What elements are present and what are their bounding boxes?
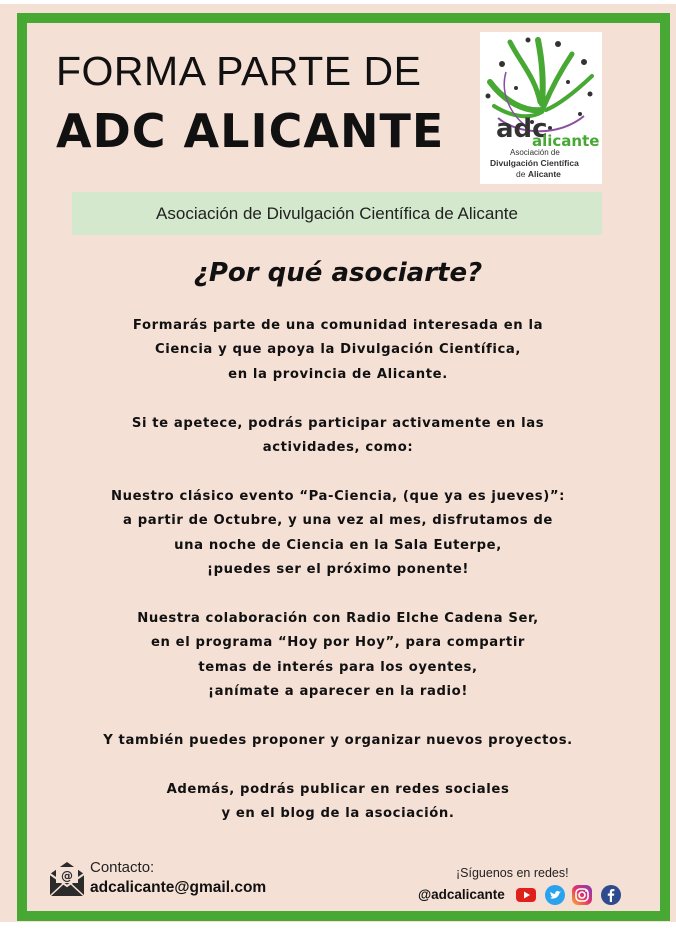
logo-caption-1: Asociación de <box>510 148 560 157</box>
social-handle[interactable]: @adcalicante <box>418 887 505 902</box>
body-text <box>60 314 616 826</box>
para-5-line-1: Y también puedes proponer y organizar nuevos proyectos. <box>103 732 573 748</box>
logo-caption-3: de Alicante <box>516 169 561 179</box>
top-edge <box>0 0 676 4</box>
subtitle-band <box>72 192 602 235</box>
svg-text:adc: adc <box>496 114 548 144</box>
logo-caption-2: Divulgación Científica <box>490 158 579 168</box>
twitter-icon[interactable] <box>544 884 566 906</box>
para-6-line-1: Además, podrás publicar en redes sociales <box>166 781 510 797</box>
svg-text:alicante: alicante <box>532 132 600 150</box>
facebook-icon[interactable] <box>600 884 622 906</box>
svg-text:@: @ <box>61 869 73 883</box>
follow-label: ¡Síguenos en redes! <box>456 866 569 880</box>
para-3-line-1: Nuestro clásico evento “Pa-Ciencia, (que ya es jueves)”: <box>111 488 565 504</box>
para-4-line-4: ¡anímate a aparecer en la radio! <box>208 684 468 700</box>
para-1-line-1: Formarás parte de una comunidad interesada en la <box>132 318 544 333</box>
para-4-line-2: en el programa “Hoy por Hoy”, para compartir <box>150 635 526 651</box>
para-1-line-2: Ciencia y que apoya la Divulgación Científica, <box>154 342 522 358</box>
heading-line-2: ADC ALICANTE <box>56 104 445 158</box>
para-2-line-2: actividades, como: <box>262 440 414 456</box>
para-2-line-1: Si te apetece, podrás participar activamente en las <box>131 415 545 431</box>
youtube-icon[interactable] <box>515 884 537 906</box>
why-heading: ¿Por qué asociarte? <box>193 258 483 288</box>
contact-label: Contacto: <box>90 859 155 876</box>
envelope-icon <box>47 858 87 898</box>
para-3-line-4: ¡puedes ser el próximo ponente! <box>206 562 470 578</box>
contact-email-link[interactable]: adcalicante@gmail.com <box>90 879 267 896</box>
para-1-line-3: en la provincia de Alicante. <box>228 366 448 382</box>
para-4-line-1: Nuestra colaboración con Radio Elche Cadena Ser, <box>137 610 539 626</box>
instagram-icon[interactable] <box>571 884 593 906</box>
subtitle-text: Asociación de Divulgación Científica de Alicante <box>156 203 518 223</box>
para-4-line-3: temas de interés para los oyentes, <box>198 659 478 675</box>
para-3-line-3: una noche de Ciencia en la Sala Euterpe, <box>174 537 502 553</box>
heading-line-1: FORMA PARTE DE <box>56 48 422 94</box>
para-3-line-2: a partir de Octubre, y una vez al mes, disfrutamos de <box>123 513 553 529</box>
para-6-line-2: y en el blog de la asociación. <box>221 806 455 822</box>
bottom-edge <box>0 922 676 931</box>
